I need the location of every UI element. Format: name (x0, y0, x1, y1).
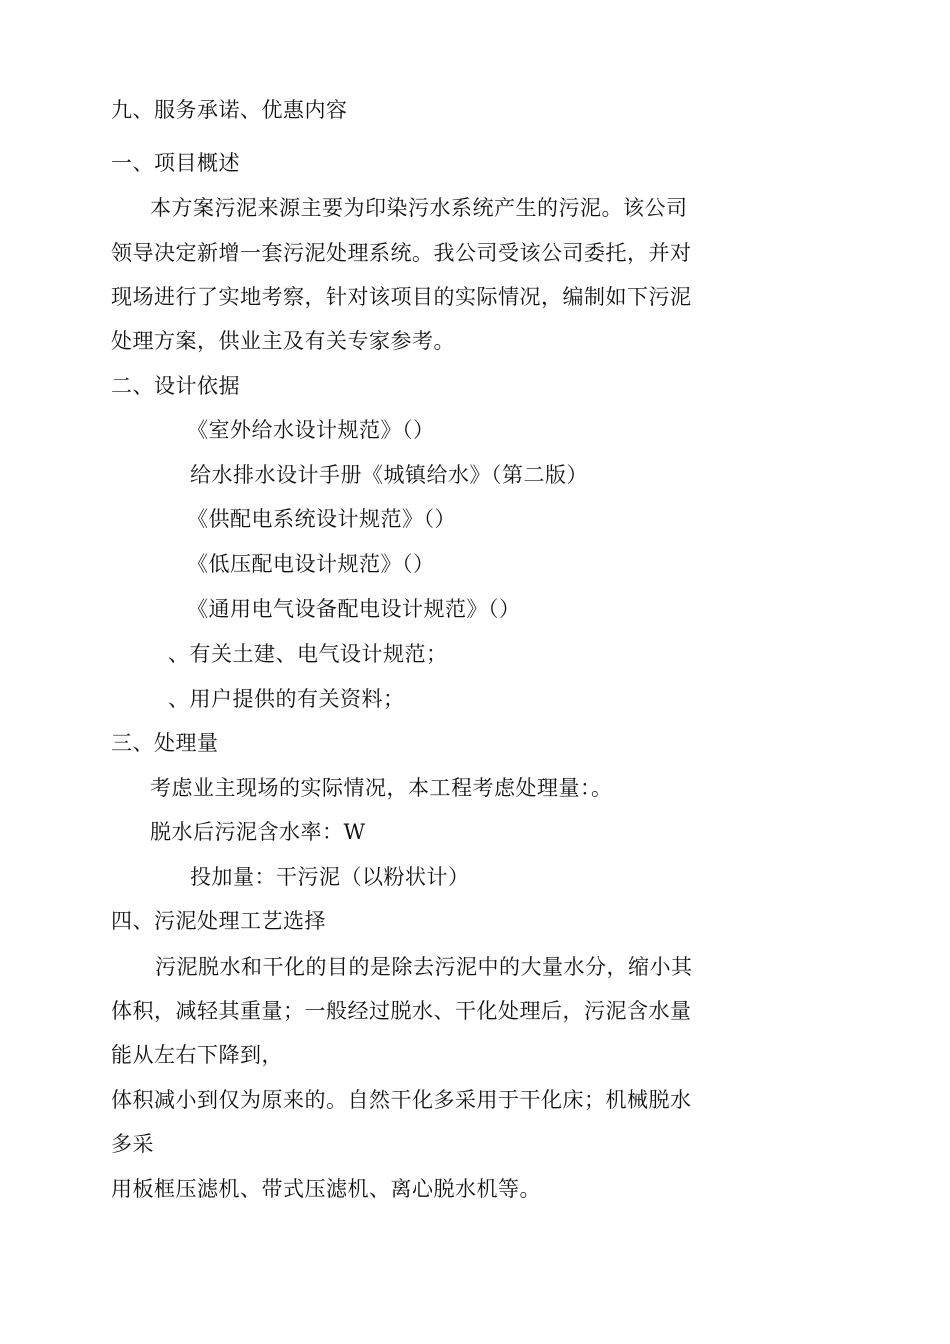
paragraph-line: 污泥脱水和干化的目的是除去污泥中的大量水分，缩小其 (155, 955, 693, 979)
paragraph-line: 投加量：干污泥（以粉状计） (190, 865, 470, 889)
reference-item: 《低压配电设计规范》（） (187, 552, 435, 576)
paragraph-line: 领导决定新增一套污泥处理系统。我公司受该公司委托，并对 (111, 241, 692, 265)
reference-item: 给水排水设计手册《城镇给水》（第二版） (190, 463, 588, 487)
paragraph-line: 体积减小到仅为原来的。自然干化多采用于干化床；机械脱水 (111, 1088, 692, 1112)
reference-item: 、用户提供的有关资料； (168, 687, 405, 711)
paragraph-line: 现场进行了实地考察，针对该项目的实际情况，编制如下污泥 (111, 285, 692, 309)
section-heading-service: 九、服务承诺、优惠内容 (111, 98, 348, 122)
reference-item: 《供配电系统设计规范》（） (187, 507, 456, 531)
paragraph-line: 本方案污泥来源主要为印染污水系统产生的污泥。该公司 (150, 196, 688, 220)
paragraph-line: 体积，减轻其重量；一般经过脱水、干化处理后，污泥含水量 (111, 999, 692, 1023)
section-heading-capacity: 三、处理量 (111, 731, 219, 755)
paragraph-line: 能从左右下降到， (111, 1043, 283, 1067)
section-heading-process: 四、污泥处理工艺选择 (111, 909, 326, 933)
paragraph-line: 考虑业主现场的实际情况，本工程考虑处理量：。 (150, 776, 613, 800)
paragraph-line: 处理方案，供业主及有关专家参考。 (111, 329, 455, 353)
reference-item: 、有关土建、电气设计规范； (168, 642, 448, 666)
reference-item: 《通用电气设备配电设计规范》（） (187, 597, 521, 621)
section-heading-overview: 一、项目概述 (111, 151, 240, 175)
paragraph-line: 脱水后污泥含水率：W (150, 820, 366, 844)
paragraph-line: 多采 (111, 1132, 154, 1156)
reference-item: 《室外给水设计规范》（） (187, 418, 435, 442)
paragraph-line: 用板框压滤机、带式压滤机、离心脱水机等。 (111, 1177, 541, 1201)
section-heading-design-basis: 二、设计依据 (111, 374, 240, 398)
